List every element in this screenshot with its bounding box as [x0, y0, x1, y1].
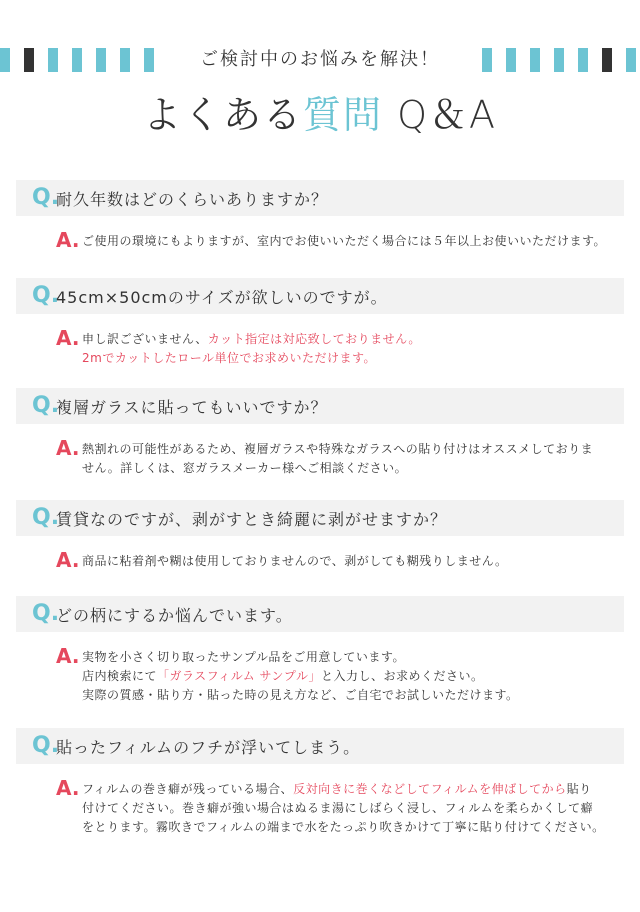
question-bar [16, 728, 624, 764]
faq-item [16, 278, 624, 368]
question-bar [16, 278, 624, 314]
answer-mark-label: A. [56, 644, 80, 668]
answer-text: をとります。霧吹きでフィルムの端まで水をたっぷり吹きかけて丁寧に貼り付けてください。 [82, 820, 605, 834]
faq-item [16, 500, 624, 571]
answer-line [82, 552, 624, 571]
answer [16, 776, 624, 837]
question-bar [16, 500, 624, 536]
question-bar [16, 596, 624, 632]
answer-line [82, 780, 624, 799]
question-mark-label: Q. [32, 185, 60, 210]
answer-line [82, 648, 624, 667]
question-text: 賃貸なのですが、剥がすとき綺麗に剥がせますか？ [56, 509, 448, 529]
question-mark-label: Q. [32, 733, 60, 758]
faq-item [16, 728, 624, 837]
answer-mark-label: A. [56, 436, 80, 460]
answer-line [82, 232, 624, 251]
answer-line [82, 799, 624, 818]
title-accent: 質問 [303, 93, 384, 137]
answer-highlight: 2mでカットしたロール単位でお求めいただけます。 [82, 351, 377, 365]
answer-text: 貼り [566, 782, 592, 796]
answer-line [82, 459, 624, 478]
question-text: 複層ガラスに貼ってもいいですか？ [56, 397, 328, 417]
title-suffix: Q＆A [383, 93, 498, 137]
answer-mark-label: A. [56, 776, 80, 800]
question-mark-label: Q. [32, 393, 60, 418]
answer [16, 228, 624, 252]
answer-line [82, 667, 624, 686]
answer-line [82, 686, 624, 705]
answer [16, 326, 624, 368]
question-text: 貼ったフィルムのフチが浮いてしまう。 [56, 737, 361, 757]
answer-text: 申し訳ございません、 [82, 332, 208, 346]
answer-text: 店内検索にて [82, 669, 158, 683]
answer [16, 644, 624, 705]
answer-highlight: 反対向きに巻くなどしてフィルムを伸ばしてから [293, 782, 567, 796]
question-text: 45cm×50cmのサイズが欲しいのですが。 [56, 287, 388, 307]
page-subtitle: ご検討中のお悩みを解決！ [200, 49, 440, 70]
answer [16, 436, 624, 478]
answer-mark-label: A. [56, 228, 80, 252]
question-bar [16, 388, 624, 424]
answer-line [82, 330, 624, 349]
answer-text: 付けてください。巻き癖が強い場合はぬるま湯にしばらく浸し、フィルムを柔らかくして癖 [82, 801, 594, 815]
faq-item [16, 180, 624, 251]
question-mark-label: Q. [32, 505, 60, 530]
faq-item [16, 388, 624, 478]
question-bar [16, 180, 624, 216]
faq-item [16, 596, 624, 705]
answer-text: 実物を小さく切り取ったサンプル品をご用意しています。 [82, 650, 405, 664]
answer-line [82, 818, 624, 837]
answer-line [82, 440, 624, 459]
answer-mark-label: A. [56, 326, 80, 350]
answer [16, 548, 624, 572]
answer-text: 熱割れの可能性があるため、複層ガラスや特殊なガラスへの貼り付けはオススメしておりま [82, 442, 594, 456]
answer-highlight: カット指定は対応致しておりません。 [207, 332, 421, 346]
page-title [0, 90, 640, 140]
answer-text: 商品に粘着剤や糊は使用しておりませんので、剥がしても糊残りしません。 [82, 554, 508, 568]
answer-mark-label: A. [56, 548, 80, 572]
question-mark-label: Q. [32, 601, 60, 626]
title-prefix: よくある [142, 93, 303, 137]
answer-text: フィルムの巻き癖が残っている場合、 [82, 782, 294, 796]
answer-text: と入力し、お求めください。 [320, 669, 484, 683]
answer-text: ご使用の環境にもよりますが、室内でお使いいただく場合には５年以上お使いいただけます。 [82, 234, 607, 248]
answer-text: 実際の質感・貼り方・貼った時の見え方など、ご自宅でお試しいただけます。 [82, 688, 519, 702]
answer-highlight: 「ガラスフィルム サンプル」 [157, 669, 321, 683]
question-text: 耐久年数はどのくらいありますか？ [56, 189, 329, 209]
question-text: どの柄にするか悩んでいます。 [56, 605, 293, 625]
answer-text: せん。詳しくは、窓ガラスメーカー様へご相談ください。 [82, 461, 408, 475]
question-mark-label: Q. [32, 283, 60, 308]
answer-line [82, 349, 624, 368]
